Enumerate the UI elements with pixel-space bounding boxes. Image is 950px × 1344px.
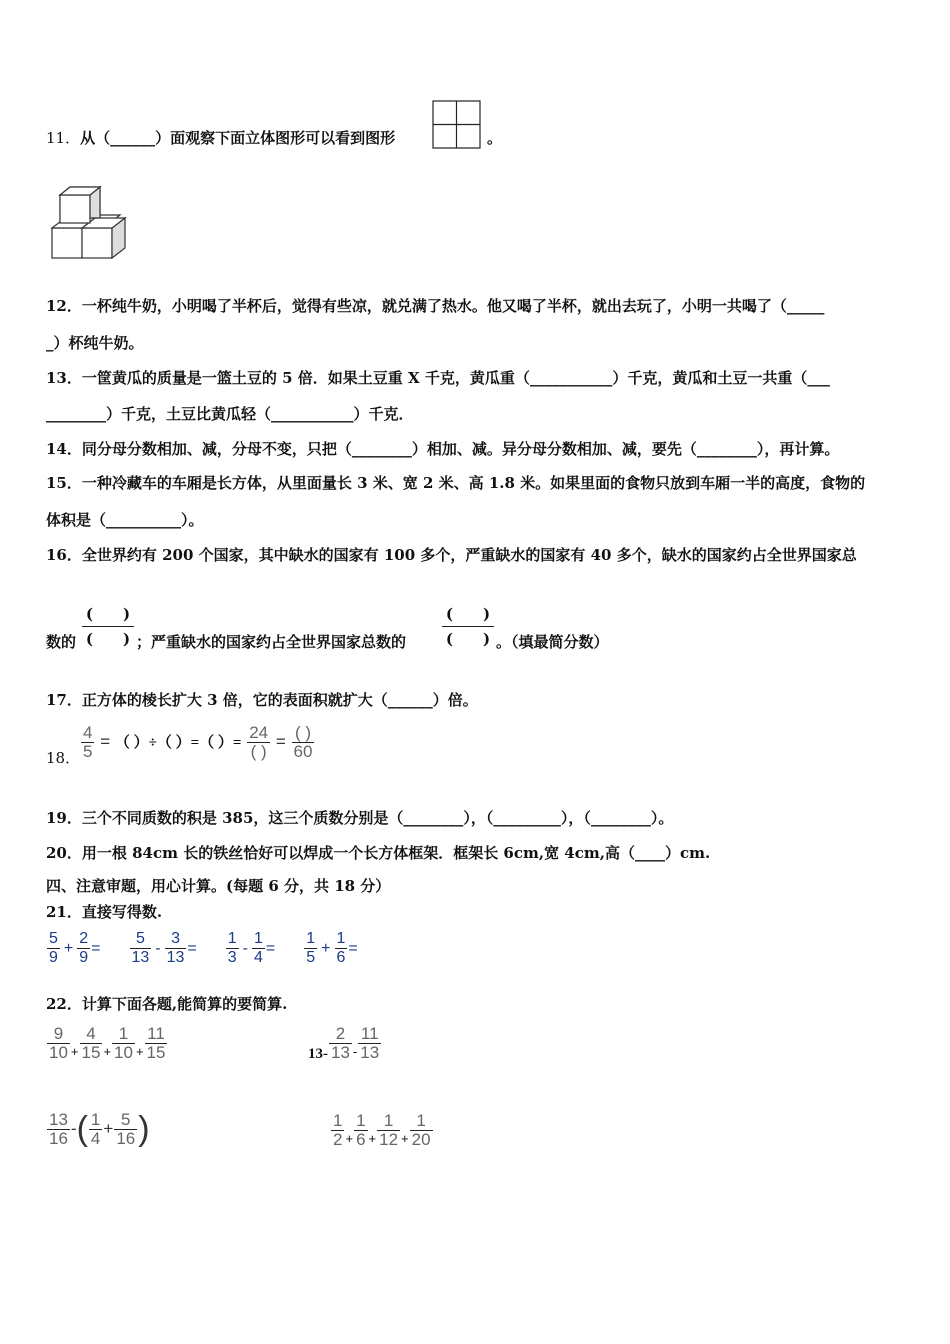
q18-f2-den: ( ) bbox=[250, 742, 267, 761]
q21-op: + bbox=[321, 939, 331, 957]
q16-fraction-1 bbox=[82, 604, 134, 649]
q21-numerator: 5 bbox=[49, 930, 58, 947]
q21-eq: = bbox=[348, 939, 358, 957]
q21-fraction bbox=[252, 930, 265, 967]
q21-denominator: 9 bbox=[49, 949, 58, 966]
q22-e2-numerator: 2 bbox=[329, 1025, 352, 1044]
q18-fraction-1 bbox=[81, 724, 94, 761]
q21-denominator: 13 bbox=[166, 949, 185, 966]
question-21-title: 21．直接写得数. bbox=[46, 903, 163, 921]
q22-e2-fraction bbox=[358, 1025, 381, 1062]
q21-op: - bbox=[155, 939, 161, 957]
q21-fraction bbox=[130, 930, 152, 967]
q22-e3-a-den: 16 bbox=[49, 1129, 68, 1148]
q18-eq2: = bbox=[275, 731, 286, 751]
q22-e2-fraction bbox=[329, 1025, 352, 1062]
q22-expression-4 bbox=[330, 1112, 434, 1149]
question-19: 19．三个不同质数的积是 385，这三个质数分别是（________），（_________），（________）。 bbox=[46, 809, 674, 827]
q22-e3-fraction-b bbox=[89, 1111, 102, 1148]
q18-expression bbox=[80, 724, 315, 761]
q21-numerator: 1 bbox=[254, 930, 263, 947]
question-16-line1: 16．全世界约有 200 个国家，其中缺水的国家有 100 多个，严重缺水的国家有 40 多个，缺水的国家约占全世界国家总 bbox=[46, 546, 857, 564]
q22-e3-a-num: 13 bbox=[49, 1110, 68, 1129]
q22-e3-fraction-c bbox=[114, 1111, 137, 1148]
question-11 bbox=[46, 128, 395, 148]
q22-e3-op: - bbox=[70, 1118, 77, 1138]
question-14: 14．同分母分数相加、减，分母不变，只把（________）相加、减。异分母分数相加、减，要先（________），再计算。 bbox=[46, 440, 840, 458]
q22-e1-fraction bbox=[145, 1025, 168, 1062]
q16-f1-den: ( ) bbox=[85, 630, 131, 648]
q22-e1-op: + bbox=[70, 1043, 79, 1059]
q18-fraction-3 bbox=[292, 724, 315, 761]
q22-e4-denominator: 12 bbox=[379, 1130, 399, 1149]
q22-e4-fraction bbox=[410, 1112, 433, 1149]
q22-e1-fraction bbox=[80, 1025, 103, 1062]
question-15-line1: 15．一种冷藏车的车厢是长方体，从里面量长 3 米、宽 2 米、高 1.8 米。如果里面的食物只放到车厢一半的高度，食物的 bbox=[46, 474, 866, 492]
q22-e1-numerator: 9 bbox=[47, 1025, 70, 1044]
q22-e3-c-den: 16 bbox=[116, 1129, 136, 1148]
question-17: 17．正方体的棱长扩大 3 倍，它的表面积就扩大（______）倍。 bbox=[46, 691, 478, 709]
q21-op: + bbox=[63, 939, 74, 957]
q16-f2-den: ( ) bbox=[445, 630, 491, 648]
question-18-num: 18． bbox=[46, 749, 81, 767]
q21-numerator: 1 bbox=[306, 930, 316, 947]
q21-numerator: 2 bbox=[79, 930, 89, 947]
q21-item bbox=[303, 930, 358, 966]
q21-denominator: 9 bbox=[79, 949, 89, 966]
q11-text-a: 从（______）面观察下面立体图形可以看到图形 bbox=[80, 129, 396, 147]
q18-eq: = bbox=[100, 731, 111, 751]
q21-fraction bbox=[47, 930, 60, 967]
q22-e3-b-num: 1 bbox=[90, 1110, 101, 1129]
q21-item bbox=[46, 930, 101, 966]
q22-e1-fraction bbox=[47, 1025, 70, 1062]
q16-f1-num: ( ) bbox=[85, 605, 131, 623]
q22-e3-fraction-a bbox=[47, 1111, 70, 1148]
q18-f2-num: 24 bbox=[249, 723, 269, 742]
q18-f3-den: 60 bbox=[293, 742, 313, 761]
cube-stack-figure bbox=[50, 185, 130, 260]
q21-numerator: 5 bbox=[130, 930, 152, 949]
q22-e4-denominator: 6 bbox=[356, 1130, 366, 1149]
q21-op: - bbox=[242, 939, 248, 957]
q22-e2-denominator: 13 bbox=[331, 1043, 350, 1062]
q22-e4-op: + bbox=[401, 1130, 409, 1146]
q18-f3-num: ( ) bbox=[292, 724, 315, 743]
q22-e4-denominator: 20 bbox=[411, 1130, 431, 1149]
q22-e4-numerator: 1 bbox=[410, 1112, 433, 1131]
left-paren: ( bbox=[76, 1110, 88, 1148]
q22-e3-c-num: 5 bbox=[114, 1111, 137, 1130]
q22-e2-denominator: 13 bbox=[360, 1043, 380, 1062]
q22-e3-plus: + bbox=[103, 1118, 114, 1138]
q21-denominator: 5 bbox=[306, 949, 316, 966]
section-4-title: 四、注意审题，用心计算。(每题 6 分，共 18 分） bbox=[46, 877, 391, 895]
q22-e1-numerator: 11 bbox=[145, 1025, 168, 1044]
q22-e4-op: + bbox=[345, 1130, 354, 1146]
q21-denominator: 13 bbox=[131, 949, 150, 966]
q21-numerator: 3 bbox=[165, 930, 187, 949]
question-12-line2: _）杯纯牛奶。 bbox=[46, 334, 144, 352]
q22-e4-fraction bbox=[377, 1112, 400, 1149]
q22-e2-op: - bbox=[352, 1043, 358, 1059]
q22-e4-numerator: 1 bbox=[333, 1111, 343, 1130]
q16-fraction-2 bbox=[442, 604, 494, 649]
q22-e2-numerator: 11 bbox=[358, 1025, 381, 1044]
q11-end: 。 bbox=[487, 129, 503, 147]
q18-fraction-2 bbox=[247, 724, 270, 761]
q18-middle: （ ）÷（ ）=（ ）= bbox=[114, 734, 242, 751]
q21-fraction bbox=[304, 930, 317, 967]
right-paren: ) bbox=[138, 1110, 150, 1148]
q22-e4-numerator: 1 bbox=[356, 1111, 366, 1130]
q22-expression-1 bbox=[46, 1025, 168, 1062]
q16-f2-num: ( ) bbox=[445, 605, 491, 623]
q22-e4-denominator: 2 bbox=[333, 1130, 343, 1149]
q21-numerator: 1 bbox=[336, 930, 346, 947]
q22-e4-op: + bbox=[368, 1130, 377, 1146]
q22-e4-fraction bbox=[331, 1112, 344, 1149]
q22-e1-op: + bbox=[135, 1043, 144, 1059]
q11-text: 11． bbox=[46, 129, 81, 147]
q22-e1-denominator: 10 bbox=[114, 1043, 133, 1062]
q22-e2-lead: 13- bbox=[308, 1045, 328, 1062]
q21-eq: = bbox=[265, 939, 276, 957]
q22-e1-denominator: 15 bbox=[81, 1043, 101, 1062]
question-16-part-c: 。（填最简分数） bbox=[496, 633, 609, 651]
q22-expression-2 bbox=[308, 1025, 382, 1063]
q22-e4-numerator: 1 bbox=[377, 1112, 400, 1131]
q22-e1-fraction bbox=[112, 1025, 135, 1062]
q18-f1-den: 5 bbox=[83, 742, 93, 761]
q18-f1-num: 4 bbox=[83, 723, 93, 742]
q21-denominator: 4 bbox=[254, 949, 263, 966]
q22-e1-denominator: 10 bbox=[49, 1043, 68, 1062]
q21-denominator: 3 bbox=[227, 949, 237, 966]
q21-fraction bbox=[165, 930, 187, 967]
q21-item bbox=[225, 930, 276, 966]
q22-e4-fraction bbox=[354, 1112, 367, 1149]
question-16-part-b: ；严重缺水的国家约占全世界国家总数的 bbox=[136, 633, 407, 651]
question-22-title: 22．计算下面各题,能简算的要简算. bbox=[46, 995, 288, 1013]
q21-denominator: 6 bbox=[336, 949, 346, 966]
question-13-line1: 13．一筐黄瓜的质量是一篮土豆的 5 倍．如果土豆重 X 千克，黄瓜重（___________）千克，黄瓜和土豆一共重（___ bbox=[46, 369, 830, 387]
question-13-line2: ________）千克，土豆比黄瓜轻（___________）千克． bbox=[46, 405, 414, 423]
q21-numerator: 1 bbox=[227, 930, 237, 947]
four-square-grid-figure bbox=[432, 100, 482, 150]
q22-e1-numerator: 1 bbox=[112, 1025, 135, 1044]
question-15-line2: 体积是（__________）。 bbox=[46, 511, 204, 529]
q21-expressions bbox=[46, 930, 386, 967]
q21-fraction bbox=[335, 930, 348, 967]
question-16-part-a: 数的 bbox=[46, 633, 77, 651]
question-20: 20．用一根 84cm 长的铁丝恰好可以焊成一个长方体框架．框架长 6cm,宽 4cm,高（____）cm. bbox=[46, 844, 711, 862]
q21-eq: = bbox=[187, 939, 197, 957]
q22-e1-numerator: 4 bbox=[80, 1025, 103, 1044]
q21-fraction bbox=[77, 930, 90, 967]
q22-e3-b-den: 4 bbox=[90, 1129, 101, 1148]
q22-e1-op: + bbox=[103, 1043, 112, 1059]
q21-item bbox=[129, 930, 197, 966]
question-12-line1: 12．一杯纯牛奶，小明喝了半杯后，觉得有些凉，就兑满了热水。他又喝了半杯，就出去玩了，小明一共喝了（_____ bbox=[46, 297, 825, 315]
q22-e1-denominator: 15 bbox=[146, 1043, 166, 1062]
q21-eq: = bbox=[91, 939, 101, 957]
q21-fraction bbox=[226, 930, 239, 967]
q22-expression-3 bbox=[46, 1110, 150, 1149]
